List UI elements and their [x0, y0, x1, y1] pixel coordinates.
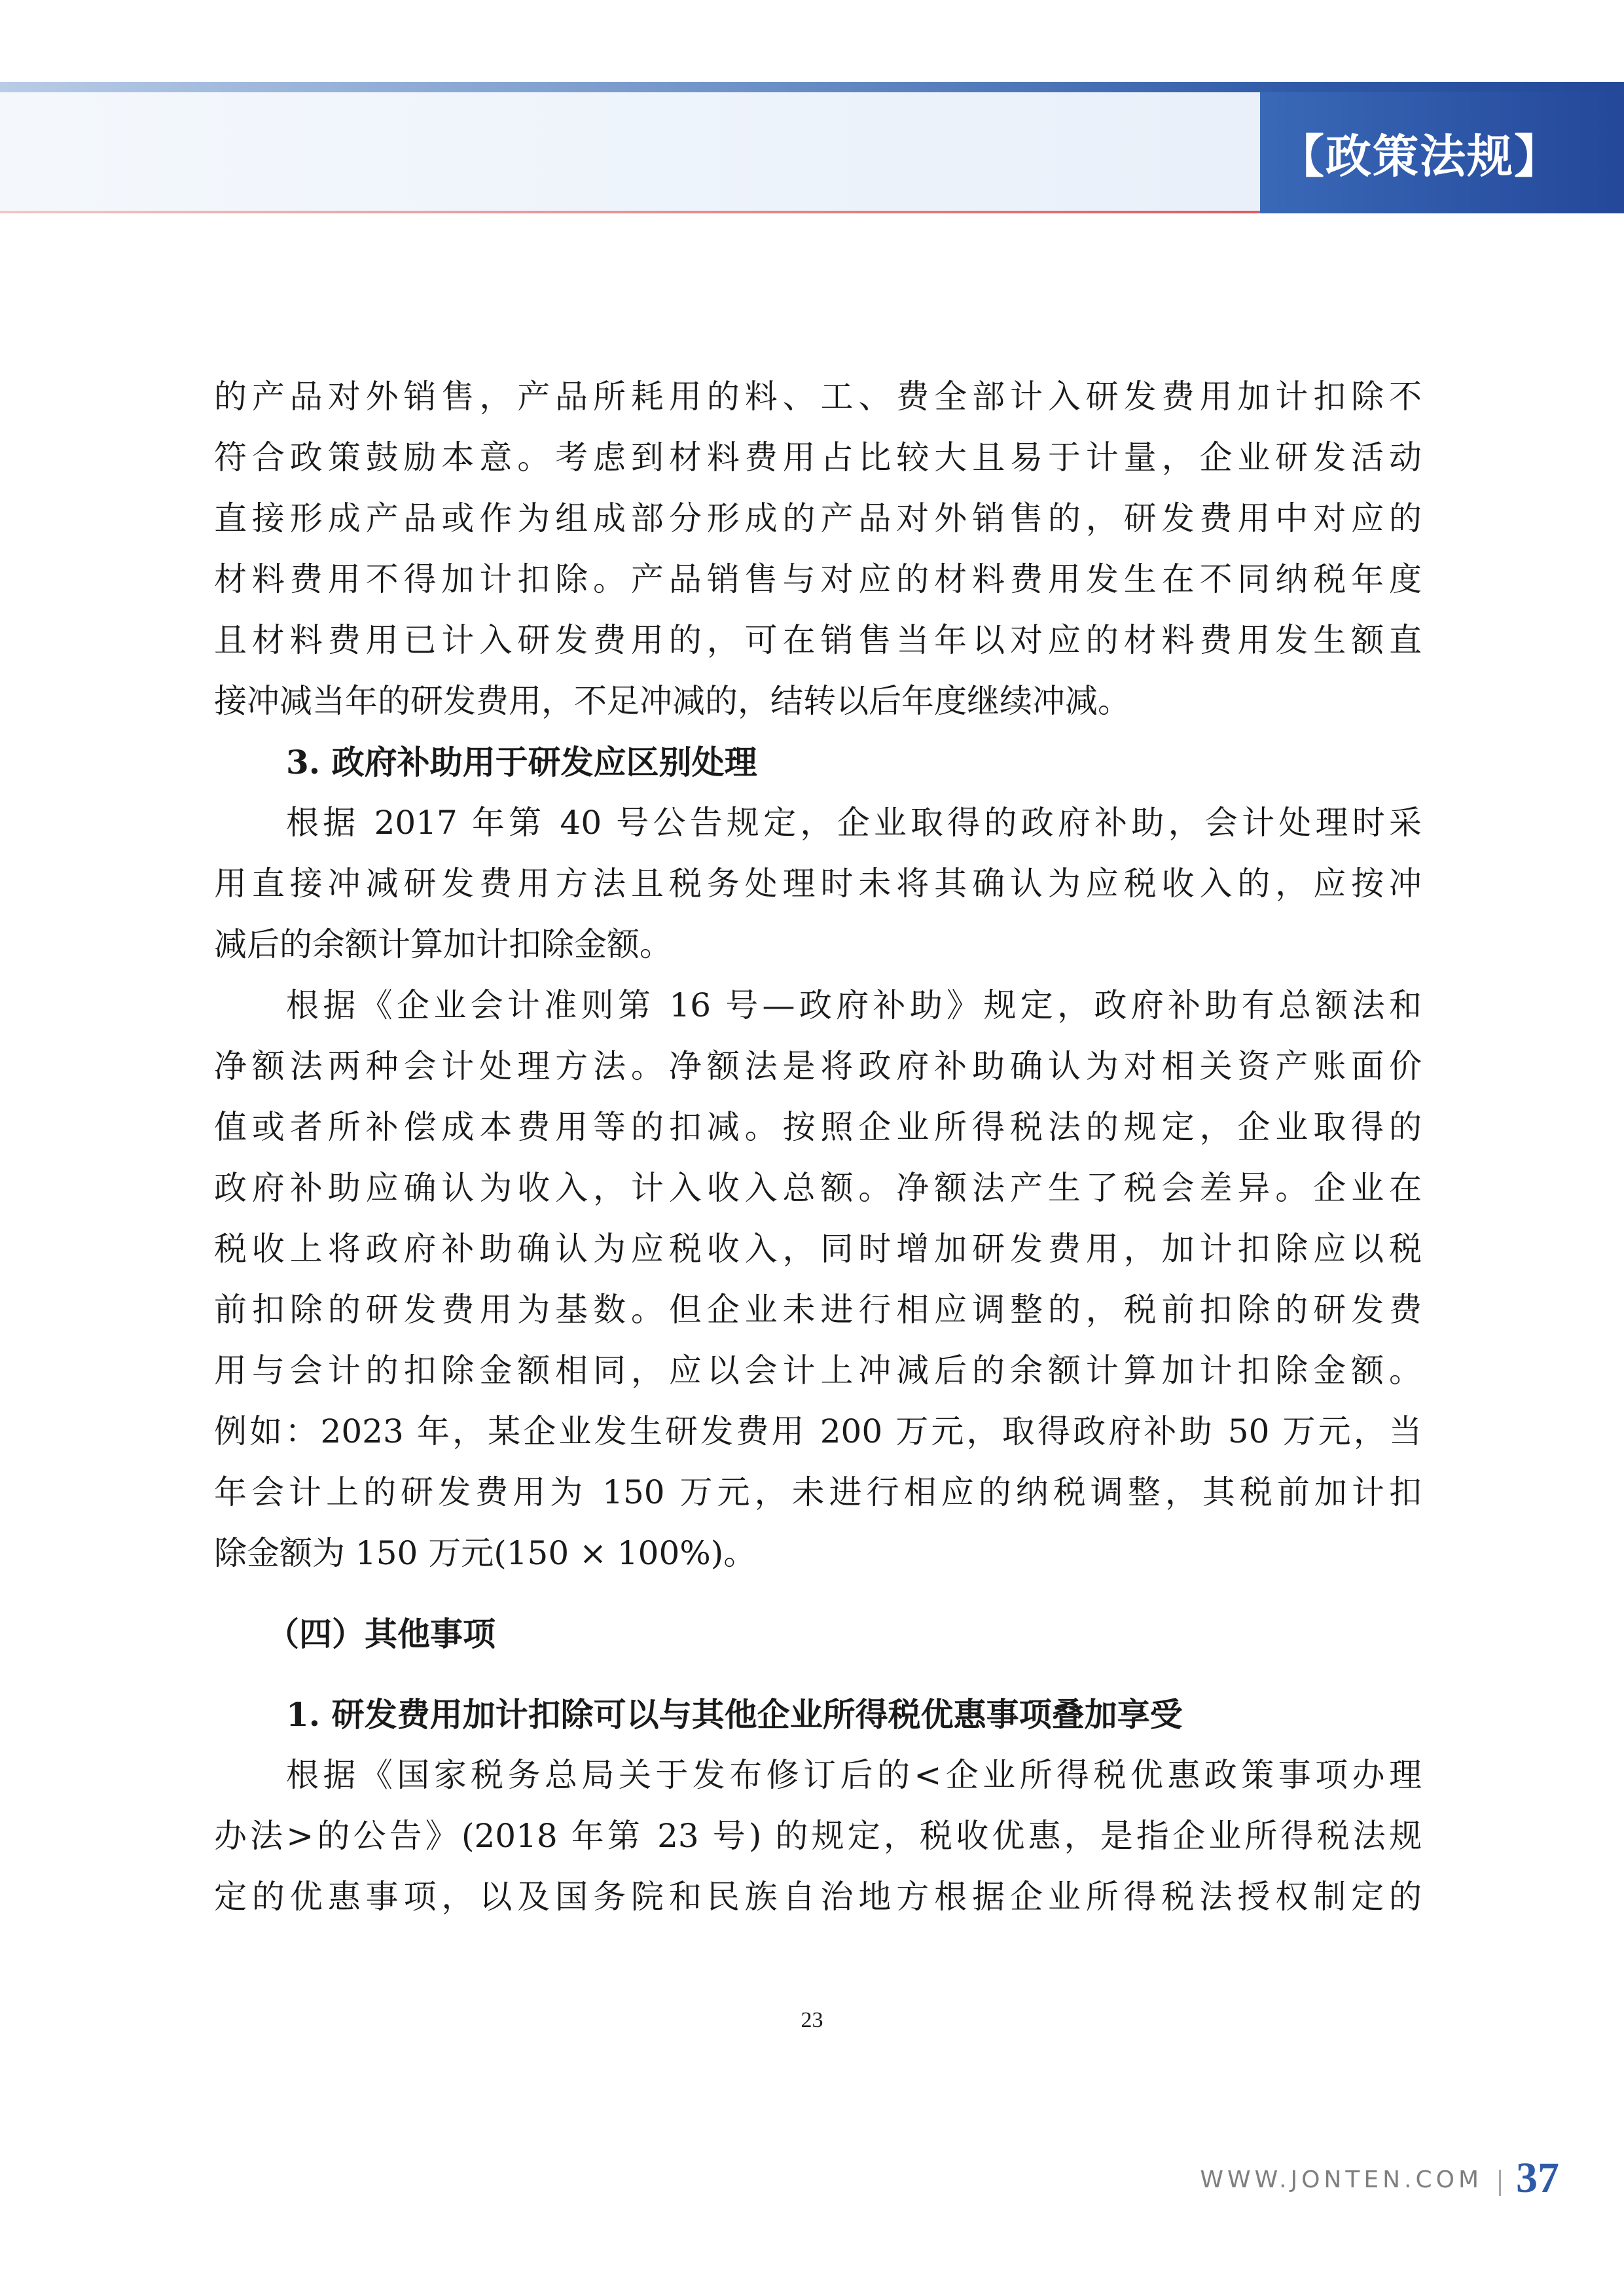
subheading-government-subsidy: 3. 政府补助用于研发应区别处理 — [286, 743, 757, 781]
text-line: 用与会计的扣除金额相同，应以会计上冲减后的余额计算加计扣除金额。 — [214, 1352, 1422, 1390]
text-line: 根据 2017 年第 40 号公告规定，企业取得的政府补助，会计处理时采 — [286, 804, 1422, 842]
section-heading-other-matters: （四）其他事项 — [266, 1615, 496, 1653]
text-line: 政府补助应确认为收入，计入收入总额。净额法产生了税会差异。企业在 — [214, 1169, 1422, 1207]
text-line: 办法>的公告》(2018 年第 23 号) 的规定，税收优惠，是指企业所得税法规 — [214, 1817, 1422, 1855]
website-link[interactable]: WWW.JONTEN.COM — [1200, 2166, 1483, 2193]
paragraph-tax-bureau-announcement — [214, 1745, 1422, 1928]
subheading-stacking-benefits: 1. 研发费用加计扣除可以与其他企业所得税优惠事项叠加享受 — [286, 1695, 1183, 1734]
text-line: 材料费用不得加计扣除。产品销售与对应的材料费用发生在不同纳税年度 — [214, 560, 1422, 598]
text-line: 年会计上的研发费用为 150 万元，未进行相应的纳税调整，其税前加计扣 — [214, 1473, 1422, 1511]
text-line: 接冲减当年的研发费用，不足冲减的，结转以后年度继续冲减。 — [214, 682, 1130, 720]
article-body — [214, 367, 1422, 1928]
paragraph-2017-announcement — [214, 793, 1422, 975]
spacer — [214, 1584, 1422, 1604]
section-badge — [1260, 92, 1624, 213]
spacer — [214, 1664, 1422, 1684]
text-line: 税收上将政府补助确认为应税收入，同时增加研发费用，加计扣除应以税 — [214, 1230, 1422, 1268]
text-line: 定的优惠事项，以及国务院和民族自治地方根据企业所得税法授权制定的 — [214, 1878, 1422, 1916]
text-line: 值或者所补偿成本费用等的扣减。按照企业所得税法的规定，企业取得的 — [214, 1108, 1422, 1146]
text-line: 净额法两种会计处理方法。净额法是将政府补助确认为对相关资产账面价 — [214, 1047, 1422, 1085]
text-line: 的产品对外销售，产品所耗用的料、工、费全部计入研发费用加计扣除不 — [214, 378, 1422, 416]
text-line: 例如：2023 年，某企业发生研发费用 200 万元，取得政府补助 50 万元，当 — [214, 1412, 1422, 1450]
text-line: 用直接冲减研发费用方法且税务处理时未将其确认为应税收入的，应按冲 — [214, 865, 1422, 903]
text-line: 符合政策鼓励本意。考虑到材料费用占比较大且易于计量，企业研发活动 — [214, 439, 1422, 476]
header-top-stripe — [0, 82, 1624, 92]
page-number: 37 — [1516, 2154, 1559, 2202]
text-line: 且材料费用已计入研发费用的，可在销售当年以对应的材料费用发生额直 — [214, 621, 1422, 659]
inner-page-number: 23 — [801, 2008, 823, 2032]
text-line: 根据《国家税务总局关于发布修订后的<企业所得税优惠政策事项办理 — [286, 1756, 1422, 1794]
text-line: 直接形成产品或作为组成部分形成的产品对外销售的，研发费用中对应的 — [214, 499, 1422, 537]
text-line: 减后的余额计算加计扣除金额。 — [214, 925, 672, 963]
section-badge-label: 【政策法规】 — [1278, 130, 1561, 183]
text-line: 前扣除的研发费用为基数。但企业未进行相应调整的，税前扣除的研发费 — [214, 1291, 1422, 1329]
text-line: 除金额为 150 万元(150 × 100%)。 — [214, 1534, 757, 1572]
header-band — [0, 92, 1260, 213]
text-line: 根据《企业会计准则第 16 号—政府补助》规定，政府补助有总额法和 — [286, 986, 1422, 1024]
footer-divider — [1499, 2170, 1501, 2196]
paragraph-continuation — [214, 367, 1422, 732]
paragraph-accounting-standard — [214, 975, 1422, 1584]
header-red-line — [0, 211, 1260, 213]
